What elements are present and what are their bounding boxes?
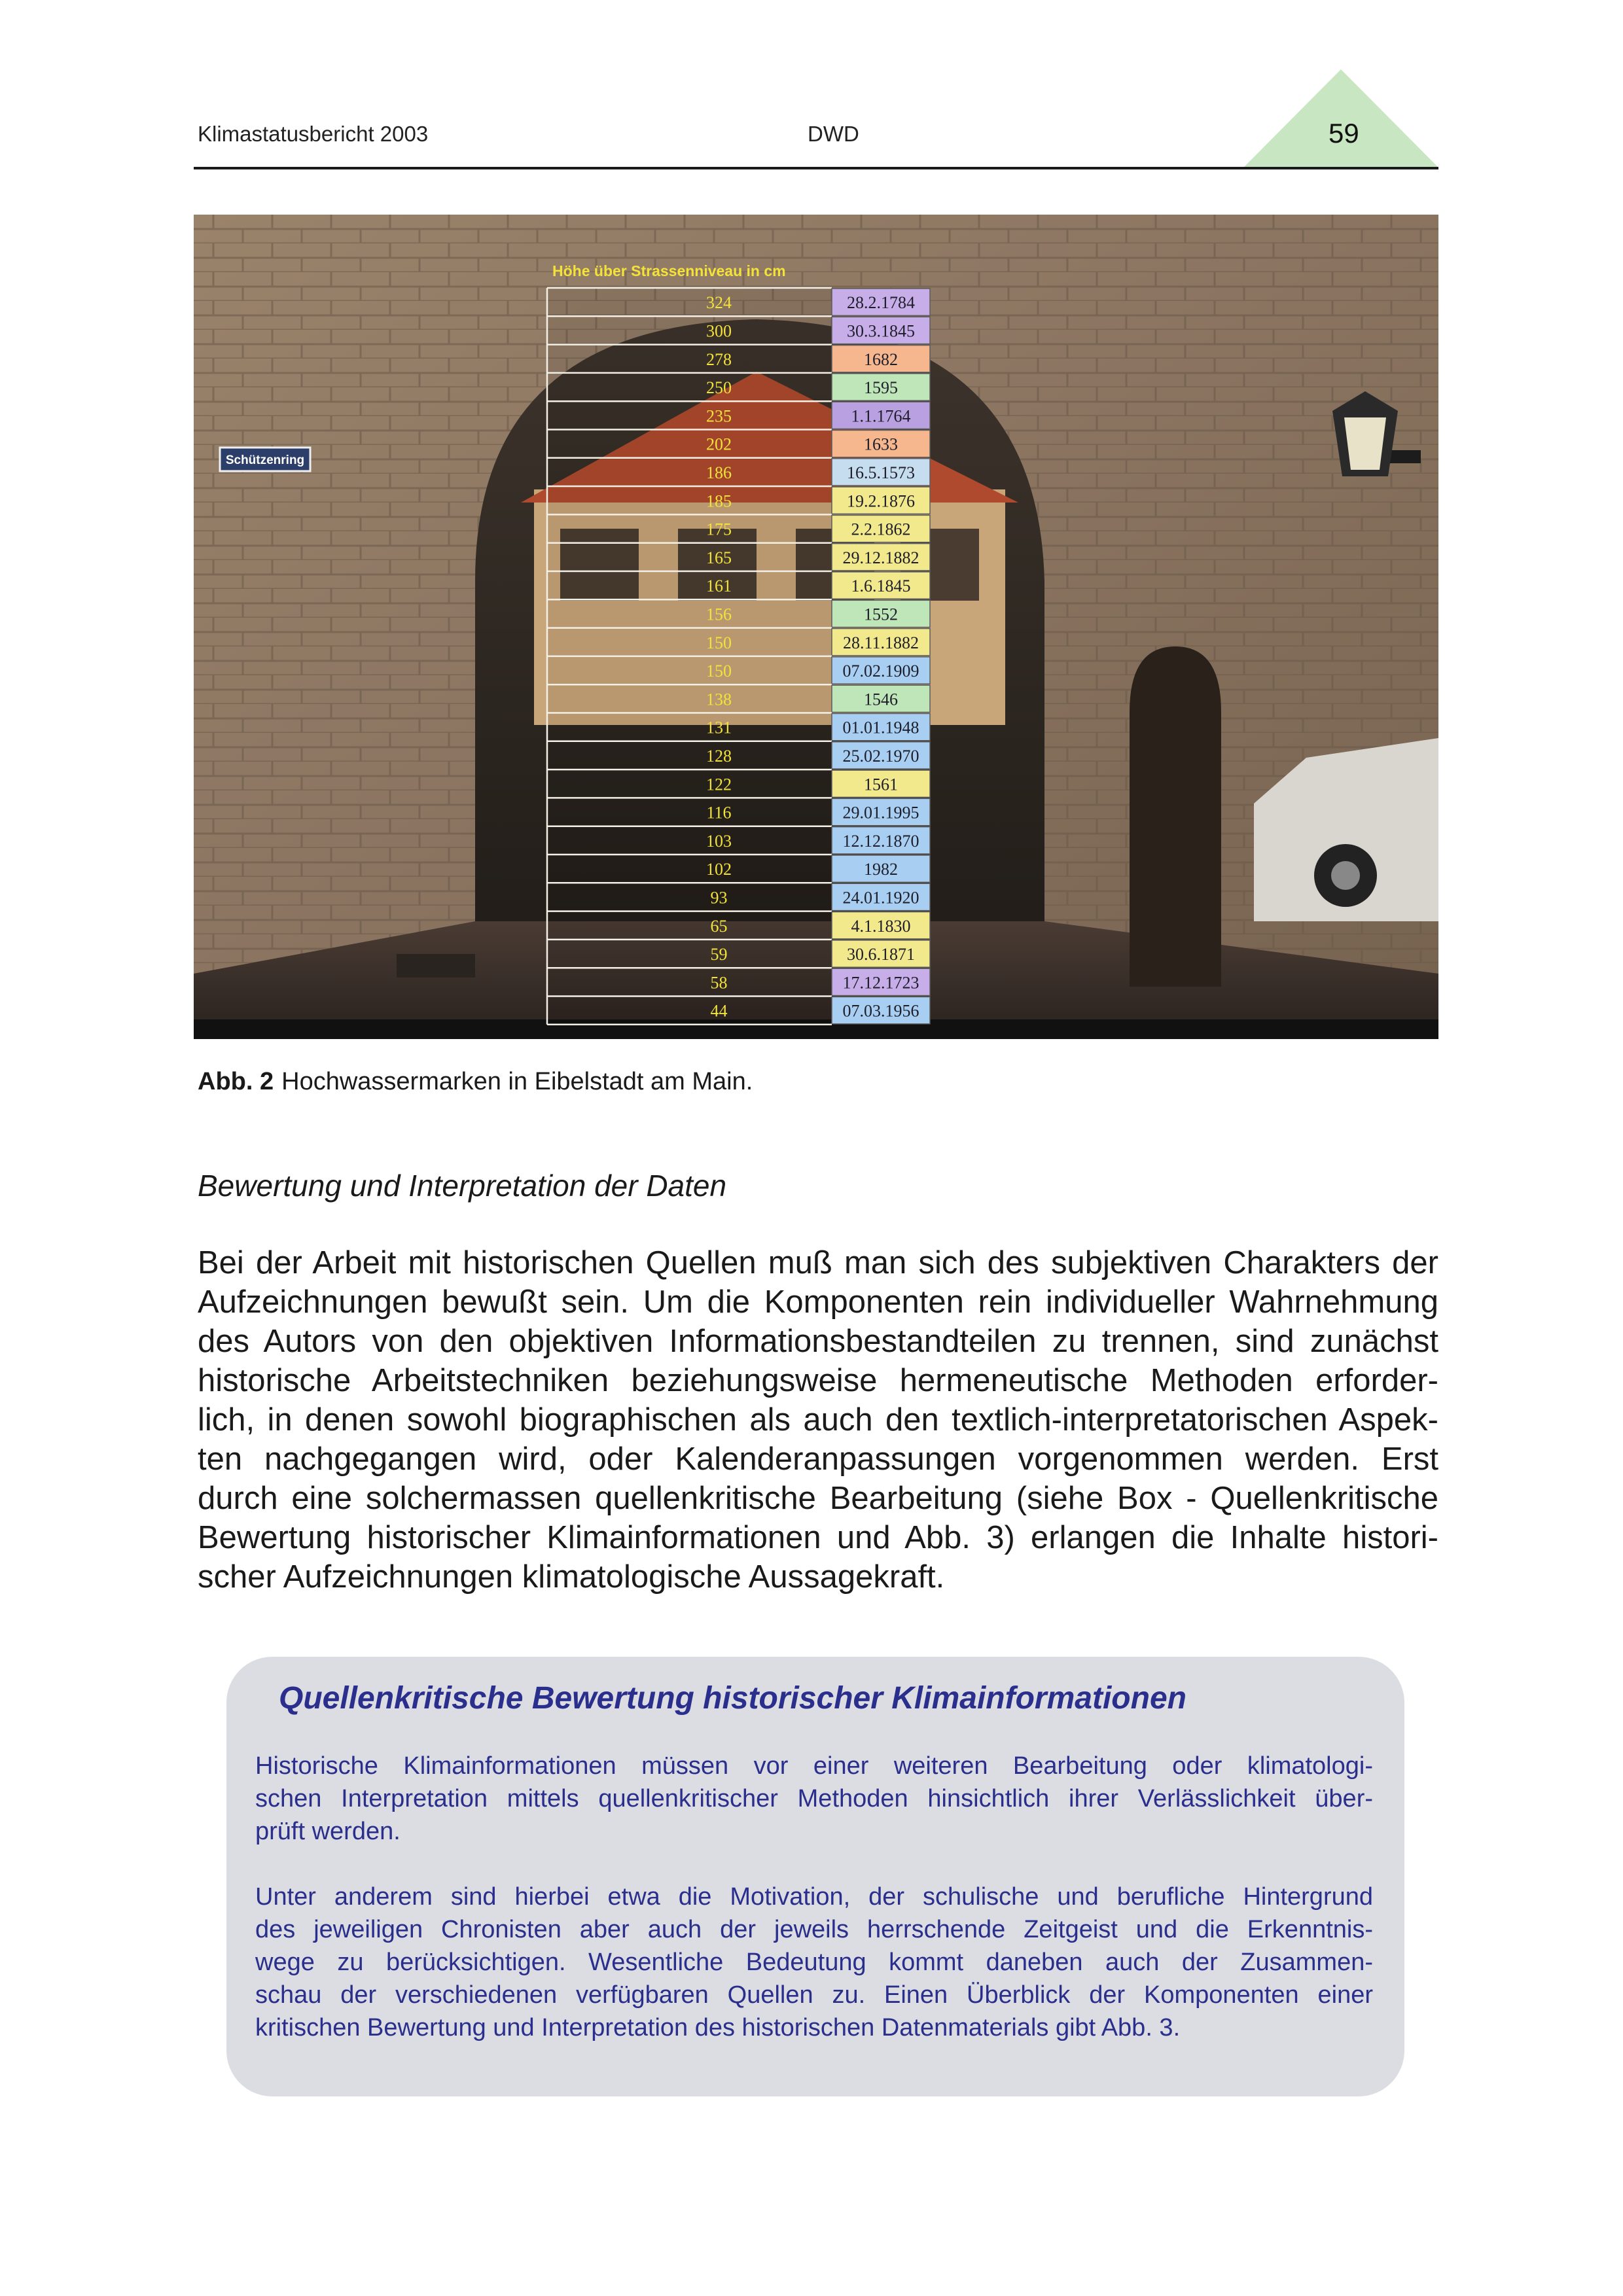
table-height-value: 161 xyxy=(706,576,732,596)
box-line: prüft werden. xyxy=(255,1818,401,1845)
table-height-value: 116 xyxy=(706,803,732,822)
section-heading: Bewertung und Interpretation der Daten xyxy=(198,1169,727,1203)
table-height-value: 235 xyxy=(706,406,732,426)
table-date-value: 29.01.1995 xyxy=(842,803,919,822)
table-height-value: 131 xyxy=(706,718,732,737)
table-date-value: 01.01.1948 xyxy=(842,718,919,737)
table-date-value: 28.2.1784 xyxy=(847,293,915,313)
table-height-value: 65 xyxy=(710,916,728,936)
table-heading: Höhe über Strassenniveau in cm xyxy=(552,262,786,279)
table-height-value: 324 xyxy=(706,293,732,313)
info-box-paragraph-1 xyxy=(255,1750,1373,1848)
table-height-value: 138 xyxy=(706,690,732,709)
caption-label: Abb. 2 xyxy=(198,1068,274,1095)
table-date-value: 1552 xyxy=(864,605,898,624)
flood-marks-photo xyxy=(194,215,1438,1039)
drain-grate xyxy=(397,954,475,978)
box-line: wege zu berücksichtigen. Wesentliche Bedeutung kommt daneben auch der Zusammen- xyxy=(255,1949,1373,1976)
table-height-value: 58 xyxy=(710,973,728,993)
table-height-value: 156 xyxy=(706,605,732,624)
caption-text: Hochwassermarken in Eibelstadt am Main. xyxy=(281,1068,753,1095)
table-height-value: 150 xyxy=(706,662,732,681)
table-date-value: 24.01.1920 xyxy=(842,888,919,908)
table-date-value: 2.2.1862 xyxy=(851,520,911,539)
body-line: ten nachgegangen wird, oder Kalenderanpassungen vorgenommen werden. Erst xyxy=(198,1441,1438,1477)
table-date-value: 25.02.1970 xyxy=(842,746,919,766)
table-date-value: 4.1.1830 xyxy=(851,916,911,936)
body-line: des Autors von den objektiven Informationsbestandteilen zu trennen, sind zunächst xyxy=(198,1324,1438,1359)
table-date-value: 29.12.1882 xyxy=(842,548,919,567)
body-line: Bewertung historischer Klimainformationen und Abb. 3) erlangen die Inhalte histori- xyxy=(198,1520,1438,1555)
body-line: historische Arbeitstechniken beziehungsweise hermeneutische Methoden erforder- xyxy=(198,1363,1438,1398)
table-date-value: 1546 xyxy=(864,690,898,709)
table-height-value: 150 xyxy=(706,633,732,652)
table-height-value: 186 xyxy=(706,463,732,482)
table-date-value: 30.3.1845 xyxy=(847,321,915,341)
table-height-value: 102 xyxy=(706,860,732,879)
body-line: durch eine solchermassen quellenkritische Bearbeitung (siehe Box - Quellenkritische xyxy=(198,1481,1438,1516)
box-line: kritischen Bewertung und Interpretation des historischen Datenmaterials gibt Abb. 3. xyxy=(255,2014,1181,2041)
table-date-value: 1595 xyxy=(864,378,898,398)
info-box-title: Quellenkritische Bewertung historischer Klimainformationen xyxy=(279,1681,1186,1716)
table-height-value: 175 xyxy=(706,520,732,539)
table-date-value: 1633 xyxy=(864,434,898,454)
header-rule xyxy=(194,167,1438,169)
running-header-title: Klimastatusbericht 2003 xyxy=(198,122,429,146)
table-date-value: 1.1.1764 xyxy=(851,406,911,426)
table-height-value: 300 xyxy=(706,321,732,341)
table-height-value: 93 xyxy=(710,888,728,908)
table-height-value: 250 xyxy=(706,378,732,398)
body-line: Aufzeichnungen bewußt sein. Um die Komponenten rein individueller Wahrnehmung xyxy=(198,1284,1438,1320)
box-line: schau der verschiedenen verfügbaren Quellen zu. Einen Überblick der Komponenten einer xyxy=(255,1981,1373,2009)
page-number: 59 xyxy=(1329,118,1359,149)
table-date-value: 1561 xyxy=(864,775,898,794)
box-line: Unter anderem sind hierbei etwa die Motivation, der schulische und berufliche Hintergrund xyxy=(255,1883,1373,1911)
table-date-value: 17.12.1723 xyxy=(842,973,919,993)
running-header-publisher: DWD xyxy=(808,122,859,146)
table-date-value: 07.02.1909 xyxy=(842,662,919,681)
table-height-value: 165 xyxy=(706,548,732,567)
body-line: lich, in denen sowohl biographischen als auch den textlich-interpretatorischen Aspek- xyxy=(198,1402,1438,1438)
table-height-value: 185 xyxy=(706,491,732,511)
table-date-value: 19.2.1876 xyxy=(847,491,915,511)
table-height-value: 278 xyxy=(706,349,732,369)
body-paragraph xyxy=(198,1243,1438,1597)
figure-caption xyxy=(198,1068,753,1096)
table-height-value: 103 xyxy=(706,831,732,851)
table-height-value: 44 xyxy=(710,1001,728,1021)
street-sign xyxy=(220,448,310,471)
info-box-paragraph-2 xyxy=(255,1881,1373,2044)
flood-height-table xyxy=(547,262,930,1025)
table-date-value: 30.6.1871 xyxy=(847,945,915,964)
table-height-value: 128 xyxy=(706,746,732,766)
body-line: Bei der Arbeit mit historischen Quellen muß man sich des subjektiven Charakters der xyxy=(198,1245,1438,1280)
table-date-value: 28.11.1882 xyxy=(842,633,919,652)
body-line: scher Aufzeichnungen klimatologische Aussagekraft. xyxy=(198,1559,945,1595)
table-height-value: 59 xyxy=(710,945,728,964)
svg-text:Schützenring: Schützenring xyxy=(225,453,305,467)
table-date-value: 07.03.1956 xyxy=(842,1001,919,1021)
table-date-value: 1982 xyxy=(864,860,898,879)
box-line: des jeweiligen Chronisten aber auch der jeweils herrschende Zeitgeist und die Erkenntnis- xyxy=(255,1916,1373,1943)
info-box xyxy=(226,1657,1404,2096)
table-date-value: 1682 xyxy=(864,349,898,369)
table-height-value: 202 xyxy=(706,434,732,454)
side-doorway xyxy=(1130,646,1221,987)
table-date-value: 1.6.1845 xyxy=(851,576,911,596)
flood-marks-illustration xyxy=(194,215,1438,1039)
table-height-value: 122 xyxy=(706,775,732,794)
table-date-value: 12.12.1870 xyxy=(842,831,919,851)
box-line: Historische Klimainformationen müssen vor einer weiteren Bearbeitung oder klimatologi- xyxy=(255,1752,1373,1780)
box-line: schen Interpretation mittels quellenkritischer Methoden hinsichtlich ihrer Verlässlichkeit über- xyxy=(255,1785,1373,1812)
table-date-value: 16.5.1573 xyxy=(847,463,915,482)
